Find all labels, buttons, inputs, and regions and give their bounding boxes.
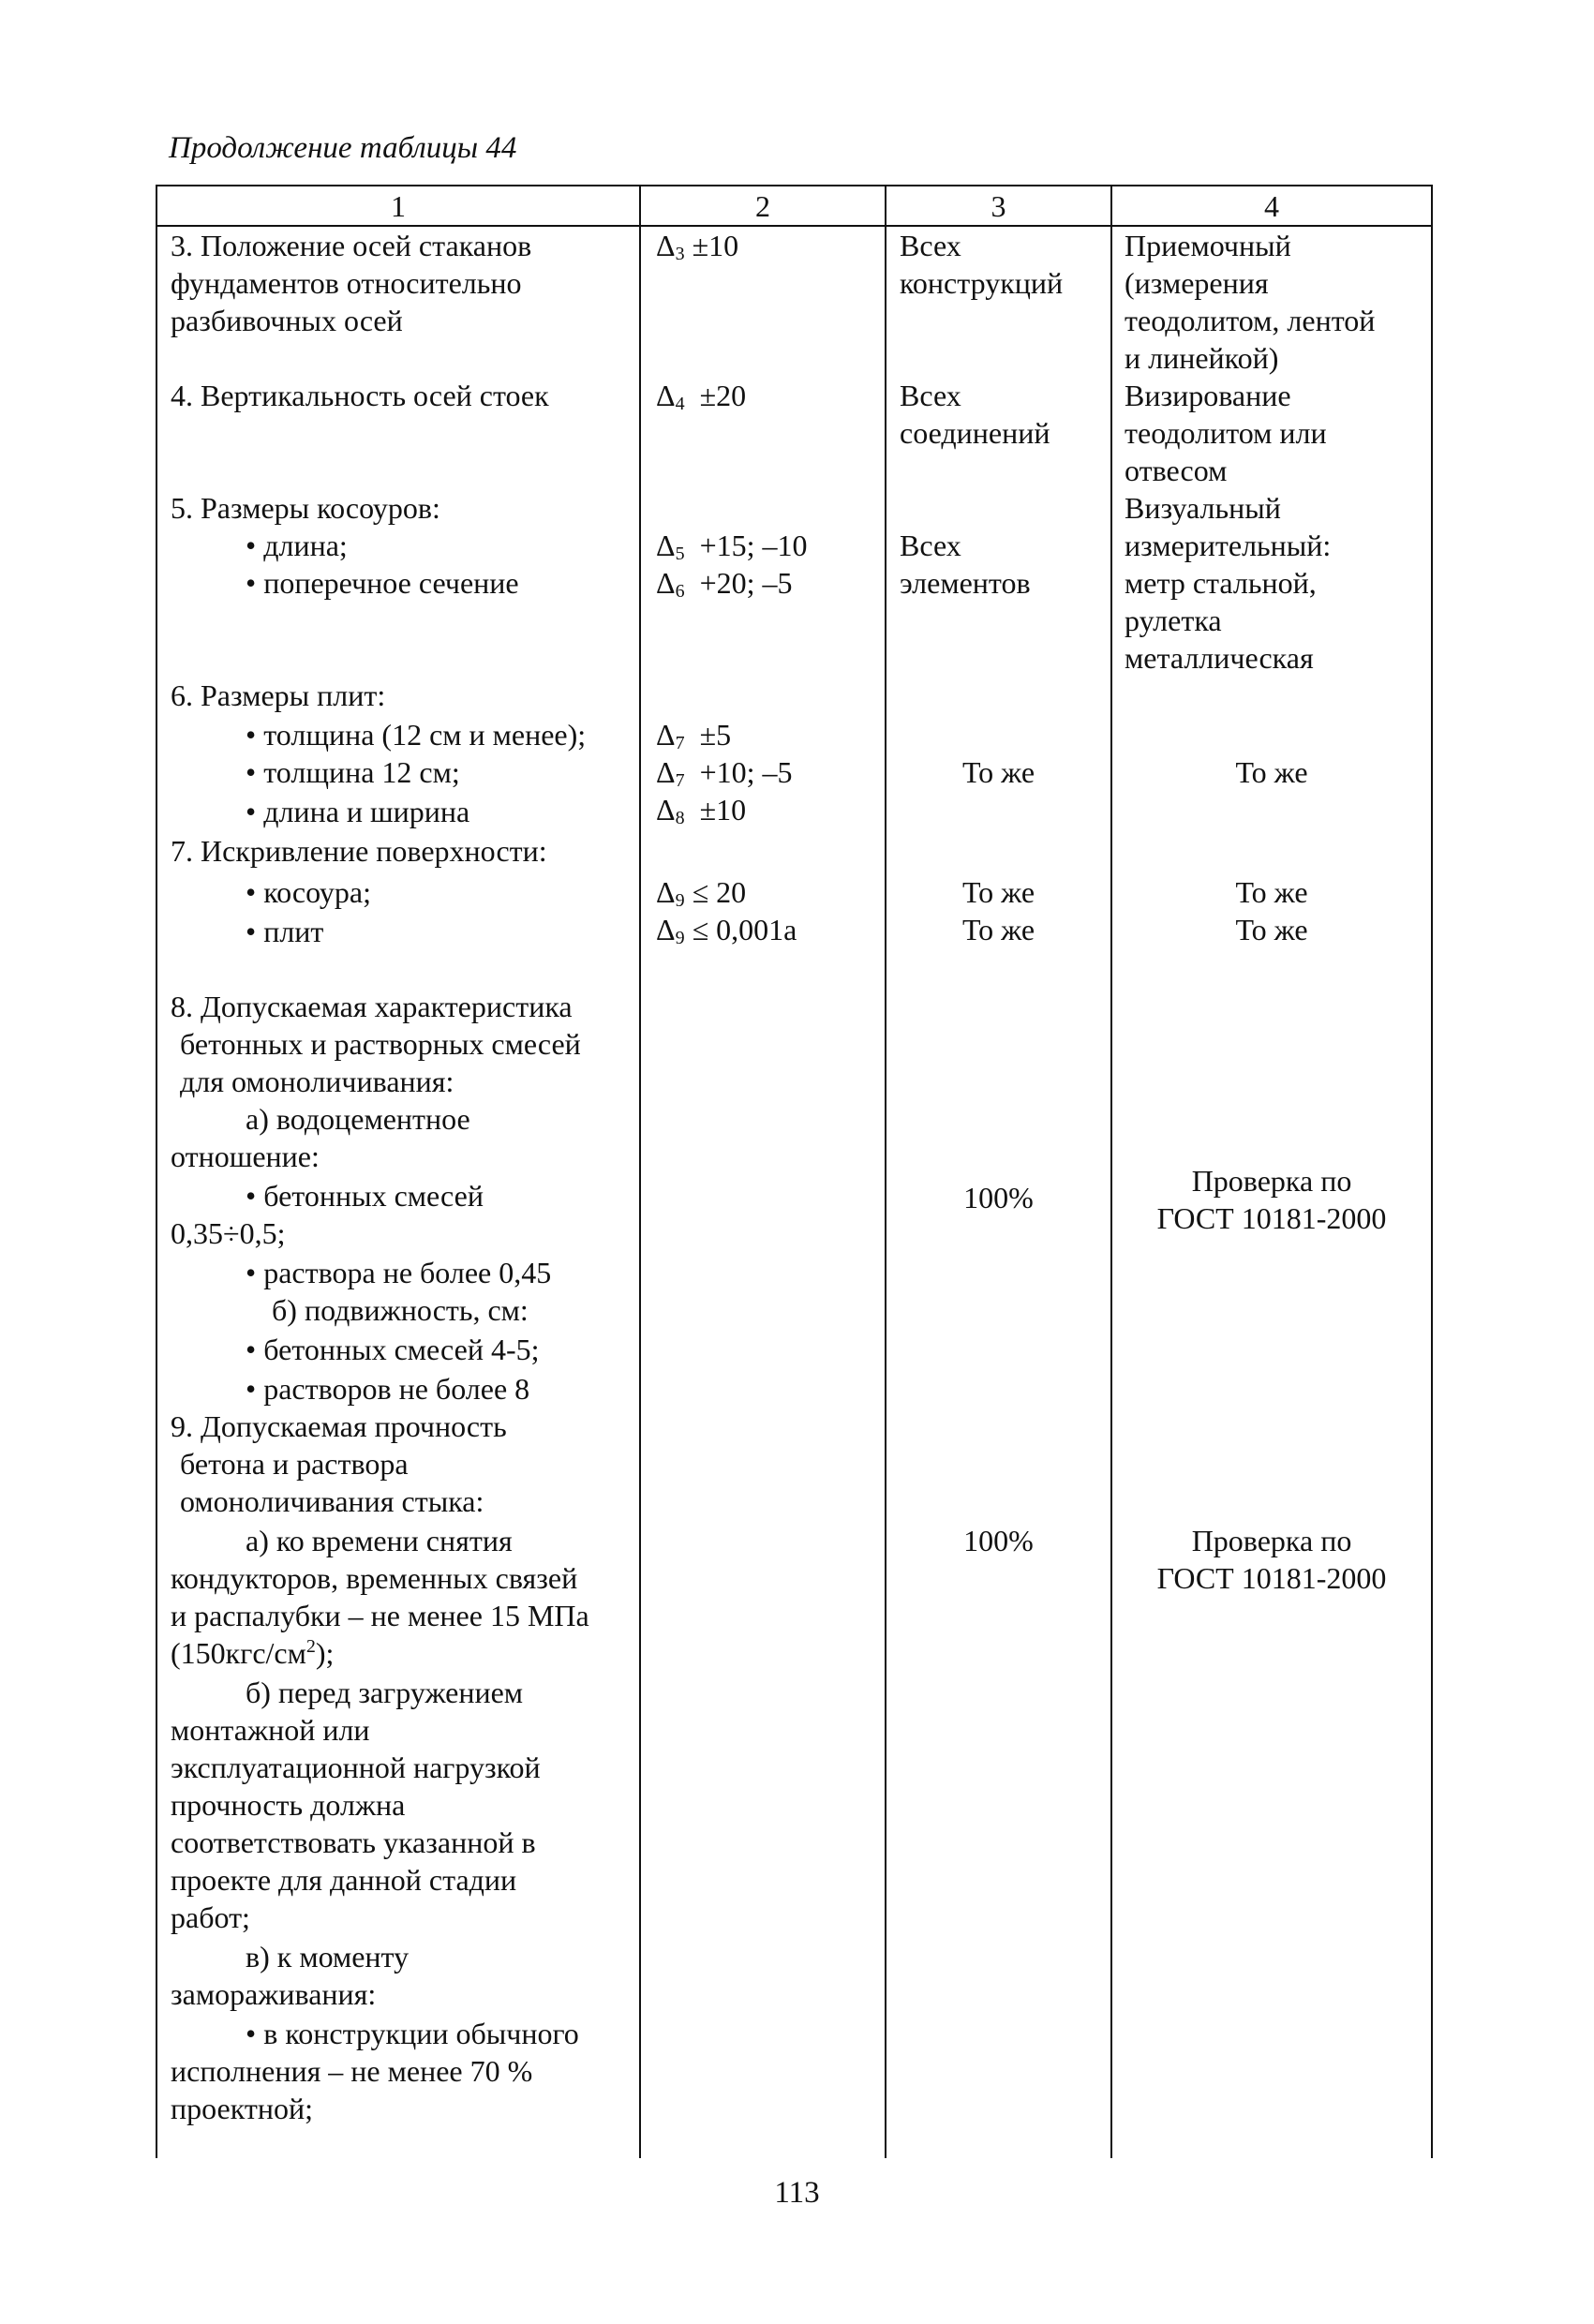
row6-tolerance: $\Delta_7 \pm 5$ bbox=[656, 718, 732, 753]
delta-symbol: Δ bbox=[656, 755, 676, 789]
row4-tolerance: $\Delta_4 \pm 20$ bbox=[656, 379, 747, 414]
row5-tolerance: $\Delta_5 +15$; –10 bbox=[656, 529, 808, 564]
row3-col4-line: Приемочный bbox=[1125, 229, 1291, 262]
row4-col1-line: 4. Вертикальность осей стоек bbox=[171, 379, 549, 412]
row7-col1-line: 7. Искривление поверхности: bbox=[171, 834, 547, 868]
row9-col1-line: эксплуатационной нагрузкой bbox=[171, 1750, 541, 1784]
row5-col4-line: Визуальный bbox=[1125, 491, 1281, 525]
row8-col1-bullet: • растворов не более 8 bbox=[246, 1372, 530, 1406]
row4-col4-line: Визирование bbox=[1125, 379, 1291, 412]
row3-col3-line: Всех bbox=[900, 229, 961, 262]
row8-col3: 100% bbox=[963, 1181, 1034, 1214]
row9-col1-line: соответствовать указанной в bbox=[171, 1825, 536, 1859]
row8-col1-line: б) подвижность, см: bbox=[272, 1293, 529, 1327]
row5-col1-bullet: • длина; bbox=[246, 529, 348, 562]
delta-symbol: Δ bbox=[656, 793, 676, 827]
row5-col4-line: рулетка bbox=[1125, 603, 1222, 637]
row5-col4-line: измерительный: bbox=[1125, 529, 1332, 562]
row4-col3-line: Всех bbox=[900, 379, 961, 412]
column-divider-2 bbox=[885, 185, 886, 2158]
row5-col3-line: элементов bbox=[900, 566, 1031, 600]
row9-col1-bullet: • в конструкции обычного bbox=[246, 2017, 579, 2050]
table-caption: Продолжение таблицы 44 bbox=[169, 131, 517, 165]
row8-col4-line: Проверка по bbox=[1191, 1164, 1352, 1198]
row9-col1-line: 9. Допускаемая прочность bbox=[171, 1409, 507, 1443]
row6-tolerance: $\Delta_8 \pm 10$ bbox=[656, 793, 747, 828]
row9-col1-line: кондукторов, временных связей bbox=[171, 1561, 578, 1595]
row7-tolerance: $\Delta_9 \le 20$ bbox=[656, 875, 747, 911]
row9-col1-line: а) ко времени снятия bbox=[246, 1524, 513, 1557]
row9-col4-line: Проверка по bbox=[1191, 1524, 1352, 1557]
table-border-left bbox=[156, 185, 157, 2158]
row3-col1-line: фундаментов относительно bbox=[171, 266, 522, 300]
row8-col1-bullet: • раствора не более 0,45 bbox=[246, 1256, 552, 1289]
row7-tolerance: $\Delta_9 \le 0,001a$ bbox=[656, 913, 797, 948]
row9-col1-line: б) перед загружением bbox=[246, 1676, 524, 1709]
row6-col1-bullet: • длина и ширина bbox=[246, 795, 470, 828]
row8-col4-line: ГОСТ 10181-2000 bbox=[1156, 1201, 1387, 1235]
row4-col4-line: теодолитом или bbox=[1125, 416, 1327, 450]
header-col-4: 4 bbox=[1264, 189, 1279, 223]
row7-col1-bullet: • косоура; bbox=[246, 875, 371, 909]
delta-symbol: Δ bbox=[656, 566, 676, 600]
row9-col1-line: замораживания: bbox=[171, 1977, 377, 2011]
row9-col3: 100% bbox=[963, 1524, 1034, 1557]
row4-col3-line: соединений bbox=[900, 416, 1050, 450]
row9-col1-line: проекте для данной стадии bbox=[171, 1863, 517, 1897]
row5-col4-line: металлическая bbox=[1125, 641, 1314, 675]
row4-col4-line: отвесом bbox=[1125, 454, 1228, 487]
row5-col1-line: 5. Размеры косоуров: bbox=[171, 491, 440, 525]
row5-col3-line: Всех bbox=[900, 529, 961, 562]
row8-col1-line: а) водоцементное bbox=[246, 1102, 470, 1136]
row8-col1-line: бетонных и растворных смесей bbox=[180, 1027, 581, 1061]
row6-col1-line: 6. Размеры плит: bbox=[171, 678, 386, 712]
row6-col3: То же bbox=[961, 755, 1035, 789]
row3-col4-line: теодолитом, лентой bbox=[1125, 304, 1376, 337]
row7-col4-line: То же bbox=[1235, 913, 1308, 946]
row3-col3-line: конструкций bbox=[900, 266, 1064, 300]
row8-col1-line: для омоноличивания: bbox=[180, 1065, 454, 1098]
row7-col3-line: То же bbox=[961, 875, 1035, 909]
row9-col1-line: и распалубки – не менее 15 МПа bbox=[171, 1599, 589, 1632]
row9-col1-line: прочность должна bbox=[171, 1788, 406, 1822]
row7-col3-line: То же bbox=[961, 913, 1035, 946]
row8-col1-bullet: • бетонных смесей bbox=[246, 1179, 484, 1213]
row9-col1-line: исполнения – не менее 70 % bbox=[171, 2054, 533, 2088]
row3-col1-line: разбивочных осей bbox=[171, 304, 403, 337]
row8-col1-bullet: • бетонных смесей 4-5; bbox=[246, 1333, 540, 1366]
header-col-1: 1 bbox=[391, 189, 406, 223]
row5-col4-line: метр стальной, bbox=[1125, 566, 1317, 600]
row7-col4-line: То же bbox=[1235, 875, 1308, 909]
row9-col1-line: проектной; bbox=[171, 2092, 313, 2125]
row9-col1-line: в) к моменту bbox=[246, 1940, 410, 1974]
delta-symbol: Δ bbox=[656, 718, 676, 752]
row5-col1-bullet: • поперечное сечение bbox=[246, 566, 519, 600]
header-col-2: 2 bbox=[755, 189, 770, 223]
row6-col4: То же bbox=[1235, 755, 1308, 789]
row8-col1-line: 8. Допускаемая характеристика bbox=[171, 990, 573, 1023]
row6-col1-bullet: • толщина 12 см; bbox=[246, 755, 460, 789]
row6-col1-bullet: • толщина (12 см и менее); bbox=[246, 718, 587, 752]
row5-tolerance: $\Delta_6 +20$; –5 bbox=[656, 566, 793, 602]
row9-col4-line: ГОСТ 10181-2000 bbox=[1156, 1561, 1387, 1595]
row8-col1-line: 0,35÷0,5; bbox=[171, 1216, 286, 1250]
row3-col1-line: 3. Положение осей стаканов bbox=[171, 229, 532, 262]
column-divider-1 bbox=[639, 185, 641, 2158]
row7-col1-bullet: • плит bbox=[246, 915, 324, 948]
table-border-right bbox=[1431, 185, 1433, 2158]
delta-symbol: Δ bbox=[656, 379, 676, 412]
row8-col1-line: отношение: bbox=[171, 1140, 320, 1173]
row9-col1-line: бетона и раствора bbox=[180, 1447, 409, 1481]
header-col-3: 3 bbox=[991, 189, 1006, 223]
row3-col4-line: (измерения bbox=[1125, 266, 1269, 300]
table-top-border bbox=[156, 185, 1433, 186]
delta-symbol: Δ bbox=[656, 529, 676, 562]
delta-symbol: Δ bbox=[656, 229, 676, 262]
row6-tolerance: $\Delta_7 +10$; –5 bbox=[656, 755, 793, 791]
delta-symbol: Δ bbox=[656, 875, 676, 909]
delta-symbol: Δ bbox=[656, 913, 676, 946]
row9-col1-line: $(150кгс/см^2)$; bbox=[171, 1636, 335, 1670]
page-number: 113 bbox=[774, 2176, 820, 2210]
row9-col1-line: монтажной или bbox=[171, 1713, 370, 1747]
row3-tolerance: $\Delta_3 \pm 10$ bbox=[656, 229, 739, 264]
row3-col4-line: и линейкой) bbox=[1125, 341, 1279, 375]
row9-col1-line: омоноличивания стыка: bbox=[180, 1484, 484, 1518]
row9-col1-line: работ; bbox=[171, 1900, 250, 1934]
